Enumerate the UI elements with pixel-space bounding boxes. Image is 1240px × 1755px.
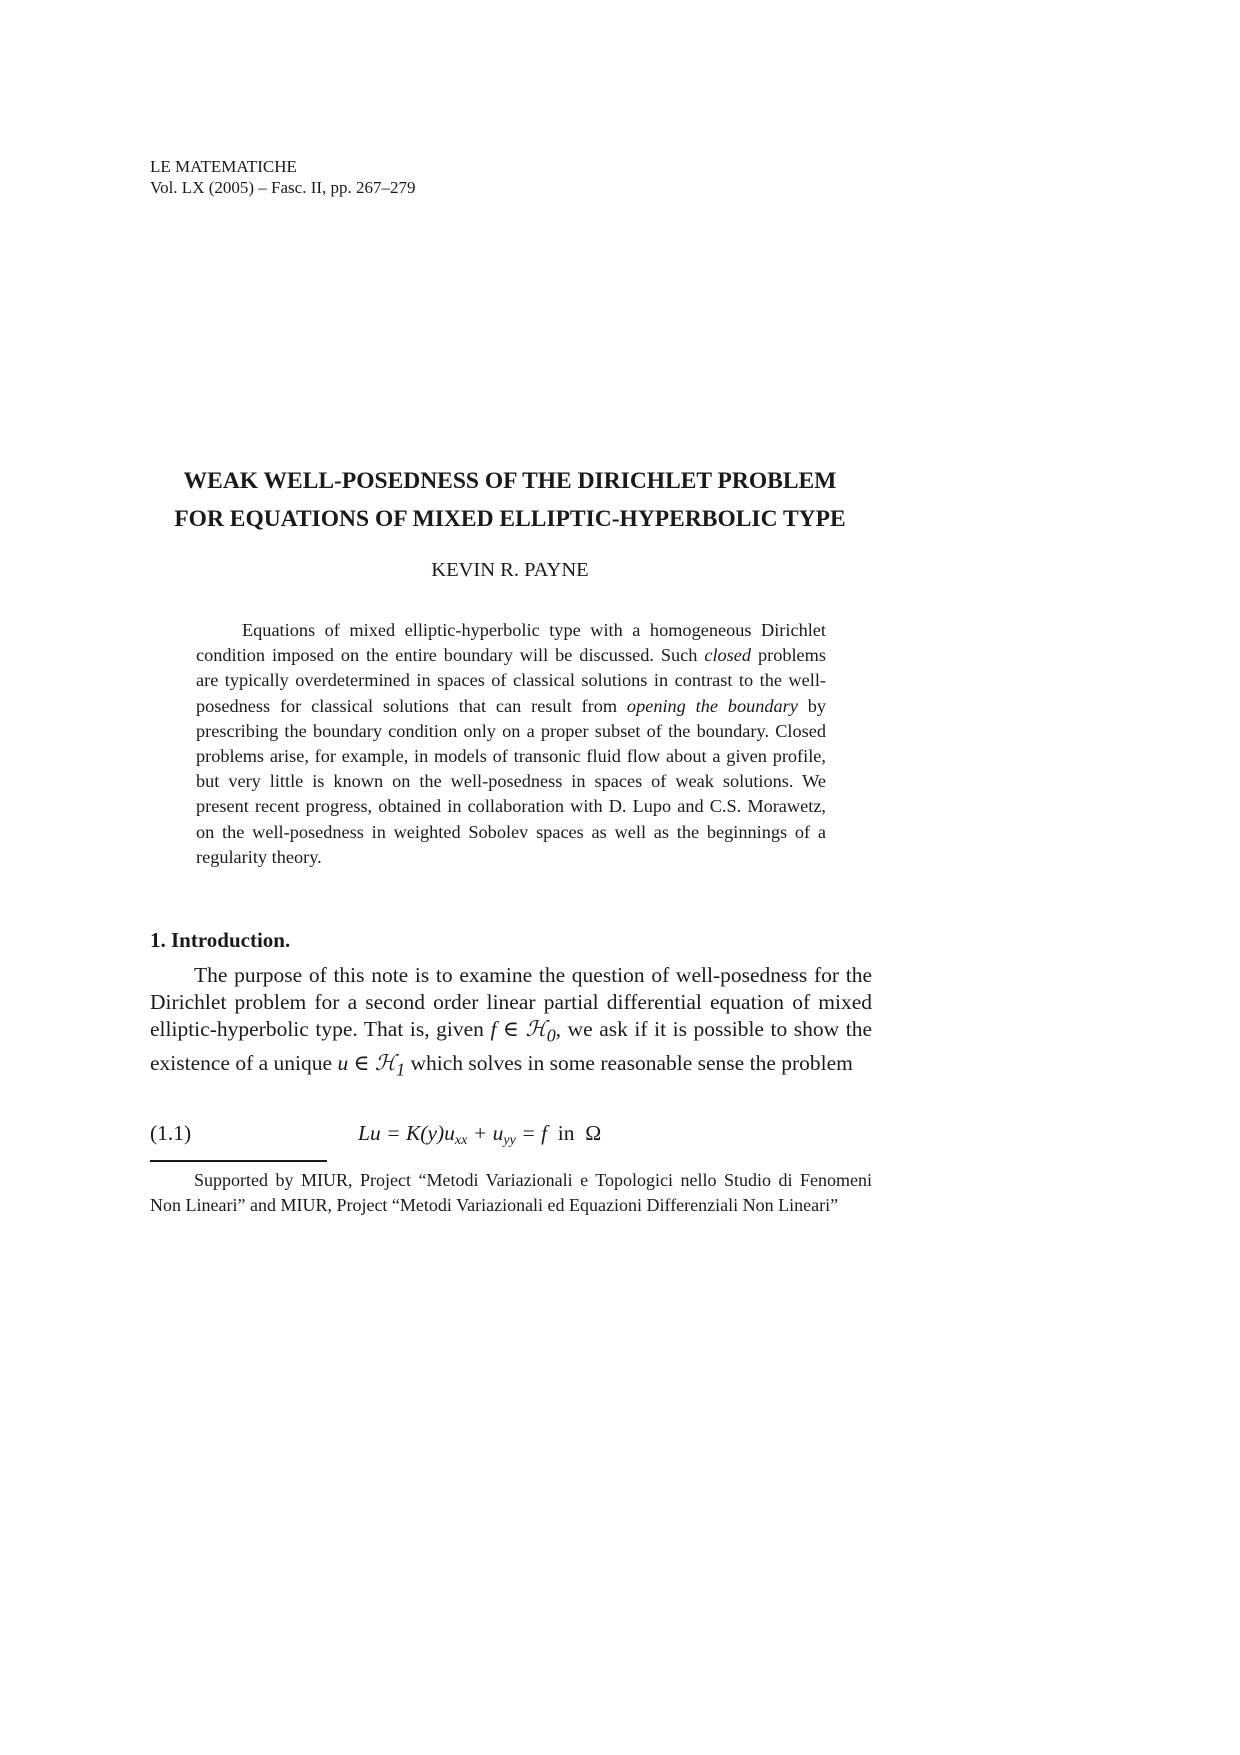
footnote-rule [150, 1160, 327, 1162]
abstract [196, 618, 826, 870]
footnote-text: Supported by MIUR, Project “Metodi Variazionali e Topologici nello Studio di Fenomeni Non Lineari” and MIUR, Project “Metodi Variazionali ed Equazioni Differenziali Non Lineari” [150, 1170, 872, 1215]
author: KEVIN R. PAYNE [431, 559, 589, 581]
abstract-emphasis-opening: opening the boundary [626, 695, 798, 716]
footnote [150, 1168, 872, 1218]
equation-plus: + u [467, 1121, 504, 1145]
journal-name: LE MATEMATICHE [150, 157, 297, 176]
math-f-in-h0: f ∈ ℋ$_0$ [490, 1017, 556, 1046]
intro-body [150, 962, 872, 1083]
equation-rhs: = f [515, 1121, 548, 1145]
equation-1-1: $Lu = K(y)u_{xx} + u_{yy} = f$ in Ω [358, 1121, 602, 1148]
equation-lhs: Lu = K(y)u [358, 1121, 455, 1145]
intro-paragraph [150, 962, 872, 1083]
abstract-paragraph [196, 618, 826, 870]
equation-number: (1.1) [150, 1121, 192, 1145]
abstract-emphasis-closed: closed [704, 645, 752, 666]
section-heading: 1. Introduction. [150, 928, 291, 952]
math-u-in-h1: u ∈ ℋ$_1$ [337, 1050, 406, 1080]
equation-domain: in Ω [547, 1121, 602, 1145]
title-line-1: WEAK WELL-POSEDNESS OF THE DIRICHLET PROBLEM [183, 468, 837, 494]
paper-title [140, 462, 880, 538]
abstract-text-1: Equations of mixed elliptic-hyperbolic type with a homogeneous Dirichlet condition imposed on the entire boundary will be discussed. Such [196, 620, 826, 666]
intro-text-2: , we ask if it is possible to show the existence of a unique [150, 1017, 873, 1075]
journal-header [150, 156, 416, 198]
intro-text-3: which solves in some reasonable sense the problem [405, 1050, 853, 1075]
abstract-text-3: by prescribing the boundary condition only on a proper subset of the boundary. Closed problems arise, for example, in models of transonic fluid flow about a given profile, but very little is known on the well-posedness in spaces of weak solutions. We present recent progress, obtained in collaboration with D. Lupo and C.S. Morawetz, on the well-posedness in weighted Sobolev spaces as well as the beginnings of a regularity theory. [196, 695, 826, 867]
journal-volume: Vol. LX (2005) – Fasc. II, pp. 267–279 [150, 178, 416, 197]
intro-text-1: The purpose of this note is to examine the question of well-posedness for the Dirichlet problem for a second order linear partial differential equation of mixed elliptic-hyperbolic type. That is, given [150, 963, 872, 1042]
title-line-2: FOR EQUATIONS OF MIXED ELLIPTIC-HYPERBOLIC TYPE [174, 506, 846, 532]
abstract-text-2: problems are typically overdetermined in spaces of classical solutions in contrast to the well-posedness for classical solutions that can result from [196, 645, 826, 716]
